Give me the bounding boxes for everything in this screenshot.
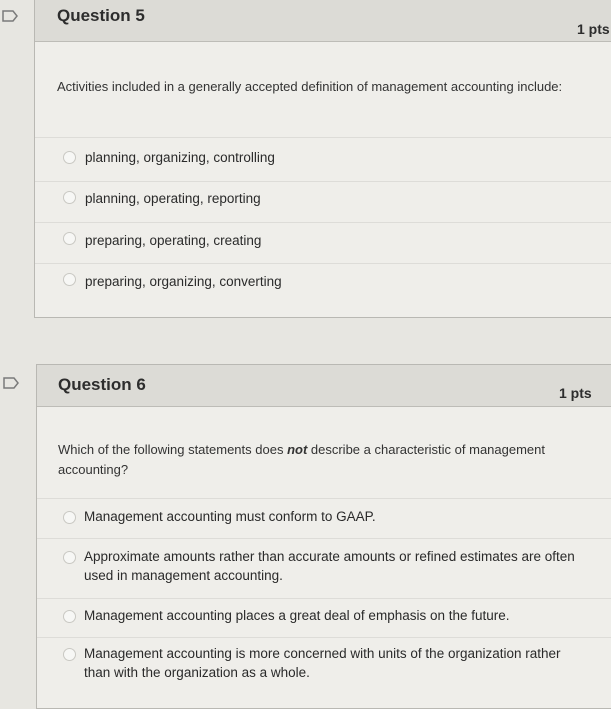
answer-option[interactable] [37, 637, 611, 707]
answer-label: Approximate amounts rather than accurate amounts or refined estimates are often used in management accounting. [84, 549, 575, 583]
radio-button[interactable] [63, 511, 76, 524]
radio-button[interactable] [63, 191, 76, 204]
prompt-text: Which of the following statements does [58, 442, 288, 457]
answer-option[interactable] [37, 598, 611, 637]
radio-button[interactable] [63, 232, 76, 245]
question-5-header [35, 0, 611, 42]
radio-button[interactable] [63, 151, 76, 164]
radio-button[interactable] [63, 551, 76, 564]
question-5-card [34, 0, 611, 318]
flag-question-5-icon[interactable] [2, 10, 18, 22]
question-5-title: Question 5 [57, 6, 145, 25]
answer-label: preparing, operating, creating [85, 233, 262, 248]
question-6-points: 1 pts [559, 385, 592, 401]
radio-button[interactable] [63, 648, 76, 661]
answer-label: planning, organizing, controlling [85, 150, 275, 165]
answer-label: Management accounting must conform to GAAP. [84, 509, 376, 524]
question-6-card [36, 364, 611, 709]
question-6-prompt [58, 440, 598, 480]
answer-label: Management accounting places a great deal of emphasis on the future. [84, 608, 510, 623]
answer-label: planning, operating, reporting [85, 191, 261, 206]
answer-option[interactable] [35, 263, 611, 313]
question-6-title: Question 6 [58, 375, 146, 394]
answer-option[interactable] [35, 222, 611, 263]
answer-option[interactable] [35, 181, 611, 222]
answer-option[interactable] [37, 538, 611, 598]
question-5-prompt: Activities included in a generally accepted definition of management accounting include: [57, 79, 563, 94]
answer-label: Management accounting is more concerned with units of the organization rather than with the organization as a whole. [84, 646, 561, 680]
answer-option[interactable] [35, 137, 611, 181]
prompt-text: describe a characteristic of management accounting? [58, 442, 546, 477]
answer-label: preparing, organizing, converting [85, 274, 282, 289]
answer-option[interactable] [37, 498, 611, 538]
flag-question-6-icon[interactable] [3, 377, 19, 389]
question-6-header [37, 365, 611, 407]
radio-button[interactable] [63, 273, 76, 286]
radio-button[interactable] [63, 610, 76, 623]
prompt-emphasis: not [287, 442, 308, 457]
question-5-points: 1 pts [577, 21, 610, 37]
